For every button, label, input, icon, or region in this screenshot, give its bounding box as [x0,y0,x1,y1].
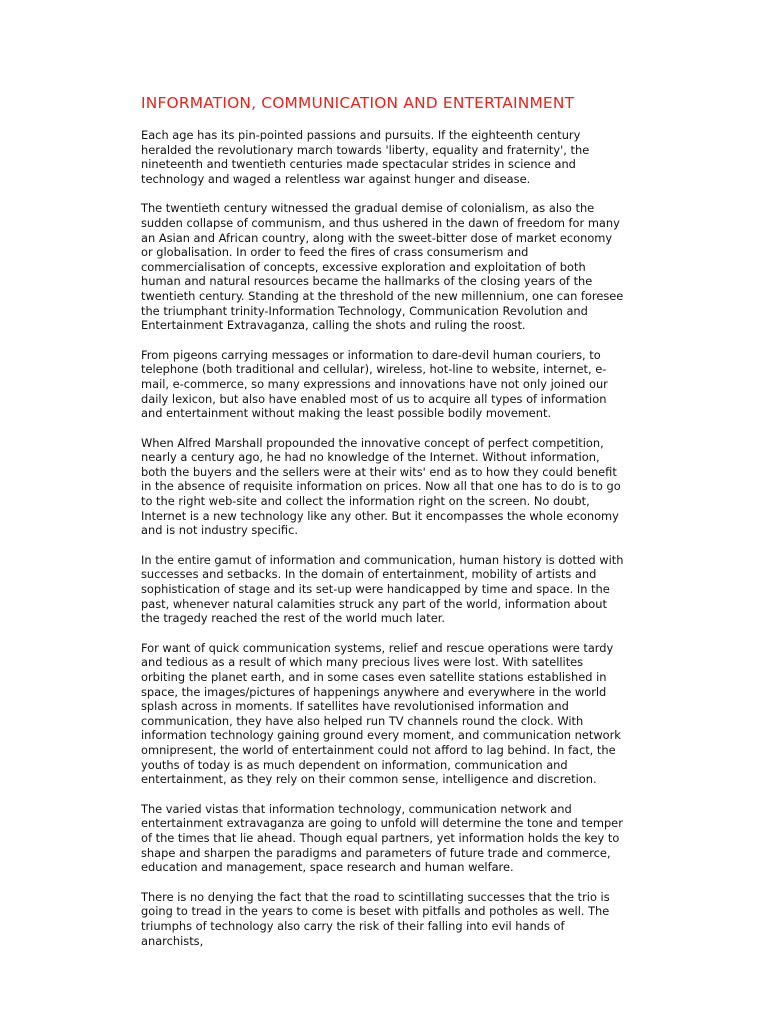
paragraph-2: The twentieth century witnessed the gradual demise of colonialism, as also the sudden collapse of communism, and thus ushered in the dawn of freedom for many an Asian and African country, along with the sweet-bitter dose of market economy or globalisation. In order to feed the fires of crass consumerism and commercialisation of concepts, excessive exploration and exploitation of both human and natural resources became the hallmarks of the closing years of the twentieth century. Standing at the threshold of the new millennium, one can foresee the triumphant trinity-Information Technology, Communication Revolution and Entertainment Extravaganza, calling the shots and ruling the roost. [141,201,624,333]
paragraph-4: When Alfred Marshall propounded the innovative concept of perfect competition, nearly a century ago, he had no knowledge of the Internet. Without information, both the buyers and the sellers were at their wits' end as to how they could benefit in the absence of requisite information on prices. Now all that one has to do is to go to the right web-site and collect the information right on the screen. No doubt, Internet is a new technology like any other. But it encompasses the whole economy and is not industry specific. [141,435,621,538]
document-page [141,94,626,963]
paragraph-6: For want of quick communication systems, relief and rescue operations were tardy and tedious as a result of which many precious lives were lost. With satellites orbiting the planet earth, and in some cases even satellite stations established in space, the images/pictures of happenings anywhere and everywhere in the world splash across in moments. If satellites have revolutionised information and communication, they have also helped run TV channels round the clock. With information technology gaining ground every moment, and communication network omnipresent, the world of entertainment could not afford to lag behind. In fact, the youths of today is as much dependent on information, communication and entertainment, as they rely on their common sense, intelligence and discretion. [141,640,621,787]
paragraph-8: There is no denying the fact that the road to scintillating successes that the trio is going to tread in the years to come is beset with pitfalls and potholes as well. The triumphs of technology also carry the risk of their falling into evil hands of anarchists, [141,889,610,948]
paragraph-5: In the entire gamut of information and communication, human history is dotted with successes and setbacks. In the domain of entertainment, mobility of artists and sophistication of stage and its set-up were handicapped by time and space. In the past, whenever natural calamities struck any part of the world, information about the tragedy reached the rest of the world much later. [141,552,624,626]
paragraph-7: The varied vistas that information technology, communication network and entertainment extravaganza are going to unfold will determine the tone and temper of the times that lie ahead. Though equal partners, yet information holds the key to shape and sharpen the paradigms and parameters of future trade and commerce, education and management, space research and human welfare. [141,801,623,875]
document-title: INFORMATION, COMMUNICATION AND ENTERTAINMENT [141,94,575,112]
paragraph-3: From pigeons carrying messages or information to dare-devil human couriers, to telephone (both traditional and cellular), wireless, hot-line to website, internet, e-mail, e-commerce, so many expressions and innovations have not only joined our daily lexicon, but also have enabled most of us to acquire all types of information and entertainment without making the least possible bodily movement. [141,347,608,421]
paragraph-1: Each age has its pin-pointed passions and pursuits. If the eighteenth century heralded the revolutionary march towards 'liberty, equality and fraternity', the nineteenth and twentieth centuries made spectacular strides in science and technology and waged a relentless war against hunger and disease. [141,128,590,186]
